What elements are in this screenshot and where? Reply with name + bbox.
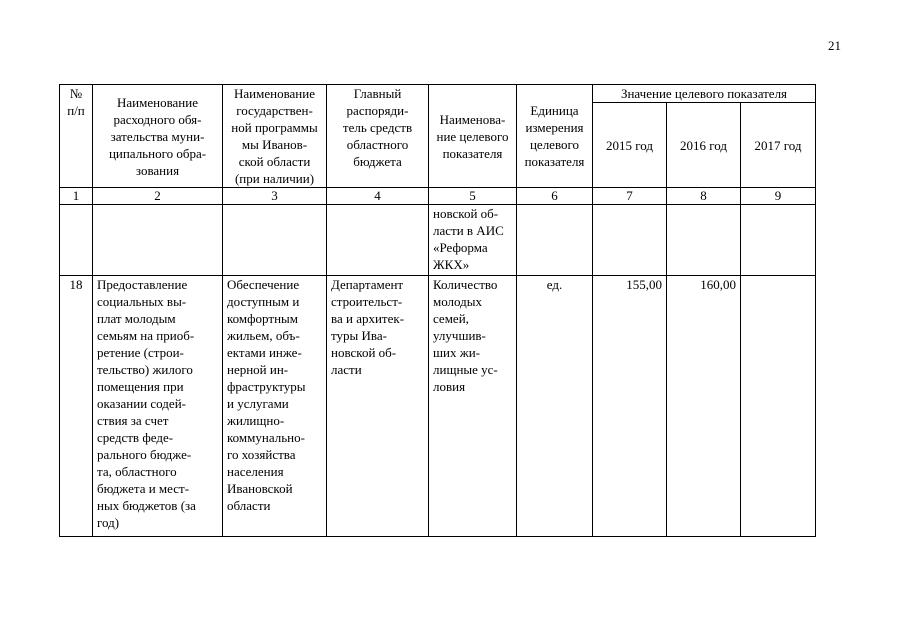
header-row-number: № п/п: [60, 85, 93, 188]
cont-indicator-text: новской об- ласти в АИС «Реформа ЖКХ»: [429, 205, 517, 276]
header-row-top: [60, 85, 816, 103]
page-number: 21: [828, 38, 841, 53]
cont-cell-9: [741, 205, 816, 276]
cont-cell-1: [60, 205, 93, 276]
cont-cell-4: [327, 205, 429, 276]
column-number-7: 7: [593, 188, 667, 205]
cont-cell-6: [517, 205, 593, 276]
cont-cell-2: [93, 205, 223, 276]
header-year-2015: 2015 год: [593, 103, 667, 188]
header-administrator: Главный распоряди- тель средств областного бюджета: [327, 85, 429, 188]
column-number-2: 2: [93, 188, 223, 205]
column-number-6: 6: [517, 188, 593, 205]
cont-cell-3: [223, 205, 327, 276]
header-indicator: Наименова- ние целевого показателя: [429, 85, 517, 188]
header-unit: Единица измерения целевого показателя: [517, 85, 593, 188]
continuation-row: [60, 205, 816, 276]
table-row: [60, 276, 816, 537]
column-number-8: 8: [667, 188, 741, 205]
row-indicator: Количество молодых семей, улучшив- ших жи- лищные ус- ловия: [429, 276, 517, 537]
column-number-4: 4: [327, 188, 429, 205]
header-obligation: Наименование расходного обя- зательства муни- ципального обра- зования: [93, 85, 223, 188]
cont-cell-8: [667, 205, 741, 276]
column-numbers-row: [60, 188, 816, 205]
row-unit: ед.: [517, 276, 593, 537]
header-year-2016: 2016 год: [667, 103, 741, 188]
row-value-2015: 155,00: [593, 276, 667, 537]
row-value-2016: 160,00: [667, 276, 741, 537]
row-number: 18: [60, 276, 93, 537]
header-year-2017: 2017 год: [741, 103, 816, 188]
target-indicators-table: [59, 84, 816, 537]
header-program: Наименование государствен- ной программы мы Иванов- ской области (при наличии): [223, 85, 327, 188]
header-target-value-group: Значение целевого показателя: [593, 85, 816, 103]
column-number-1: 1: [60, 188, 93, 205]
cont-cell-7: [593, 205, 667, 276]
column-number-5: 5: [429, 188, 517, 205]
column-number-3: 3: [223, 188, 327, 205]
row-program: Обеспечение доступным и комфортным жильем, объ- ектами инже- нерной ин- фраструктуры и услугами жилищно- коммунально- го хозяйства населения Ивановской области: [223, 276, 327, 537]
row-value-2017: [741, 276, 816, 537]
column-number-9: 9: [741, 188, 816, 205]
row-administrator: Департамент строительст- ва и архитек- туры Ива- новской об- ласти: [327, 276, 429, 537]
row-obligation: Предоставление социальных вы- плат молодым семьям на приоб- ретение (строи- тельство) жилого помещения при оказании содей- ствия за счет средств феде- рального бюдже- та, областного бюджета и мест- ных бюджетов (за год): [93, 276, 223, 537]
